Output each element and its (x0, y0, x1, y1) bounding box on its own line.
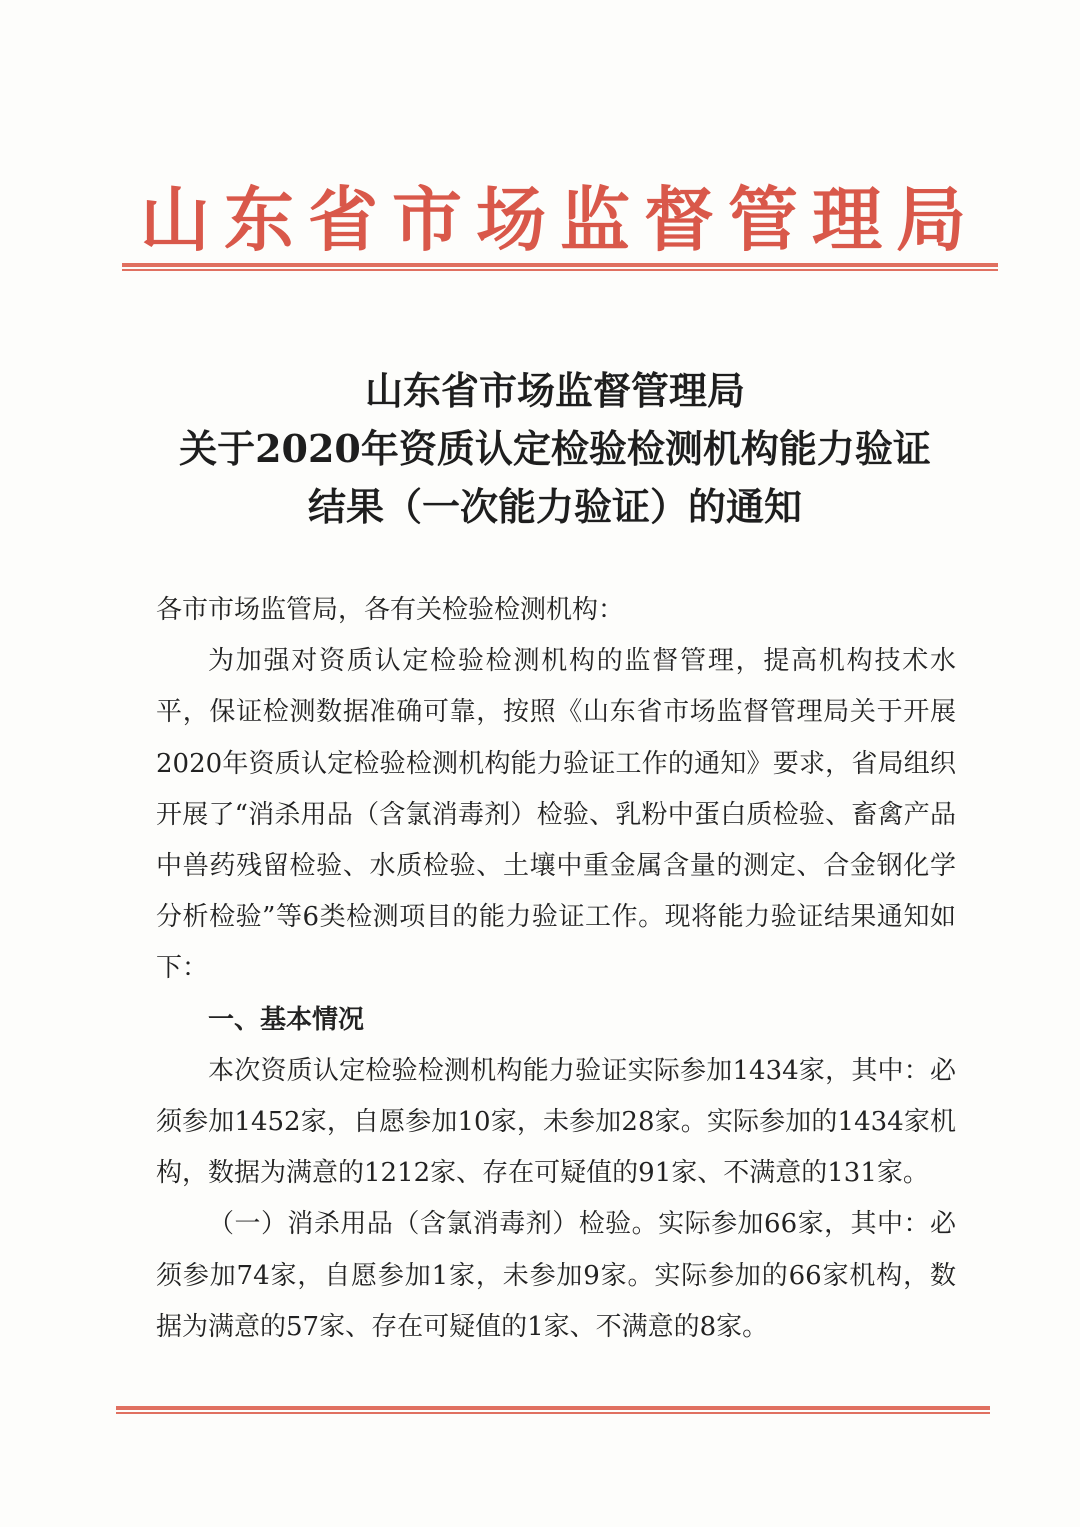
intro-paragraph: 为加强对资质认定检验检测机构的监督管理，提高机构技术水平，保证检测数据准确可靠，按照《山东省市场监督管理局关于开展2020年资质认定检验检测机构能力验证工作的通知》要求，省局组织开展了“消杀用品（含氯消毒剂）检验、乳粉中蛋白质检验、畜禽产品中兽药残留检验、水质检验、土壤中重金属含量的测定、合金钢化学分析检验”等6类检测项目的能力验证工作。现将能力验证结果通知如下： (156, 646, 956, 984)
title-line-1: 山东省市场监督管理局 (364, 368, 745, 413)
basic-situation-paragraph: 本次资质认定检验检测机构能力验证实际参加1434家，其中：必须参加1452家，自愿参加10家，未参加28家。实际参加的1434家机构，数据为满意的1212家、存在可疑值的91家、不满意的131家。 (156, 1055, 956, 1189)
item-1-paragraph: （一）消杀用品（含氯消毒剂）检验。实际参加66家，其中：必须参加74家，自愿参加1家，未参加9家。实际参加的66家机构，数据为满意的57家、存在可疑值的1家、不满意的8家。 (156, 1209, 956, 1342)
section-heading-basic-situation: 一、基本情况 (208, 1004, 365, 1035)
salutation: 各市市场监管局，各有关检验检测机构： (156, 595, 625, 625)
masthead-red-rule (122, 263, 998, 271)
title-line-2: 关于2020年资质认定检验检测机构能力验证 (179, 426, 931, 471)
document-title (100, 362, 1010, 536)
document-body (156, 585, 956, 1353)
title-line-3: 结果（一次能力验证）的通知 (307, 484, 802, 529)
masthead-title: 山东省市场监督管理局 (140, 178, 980, 261)
footer-red-rule (116, 1406, 990, 1414)
